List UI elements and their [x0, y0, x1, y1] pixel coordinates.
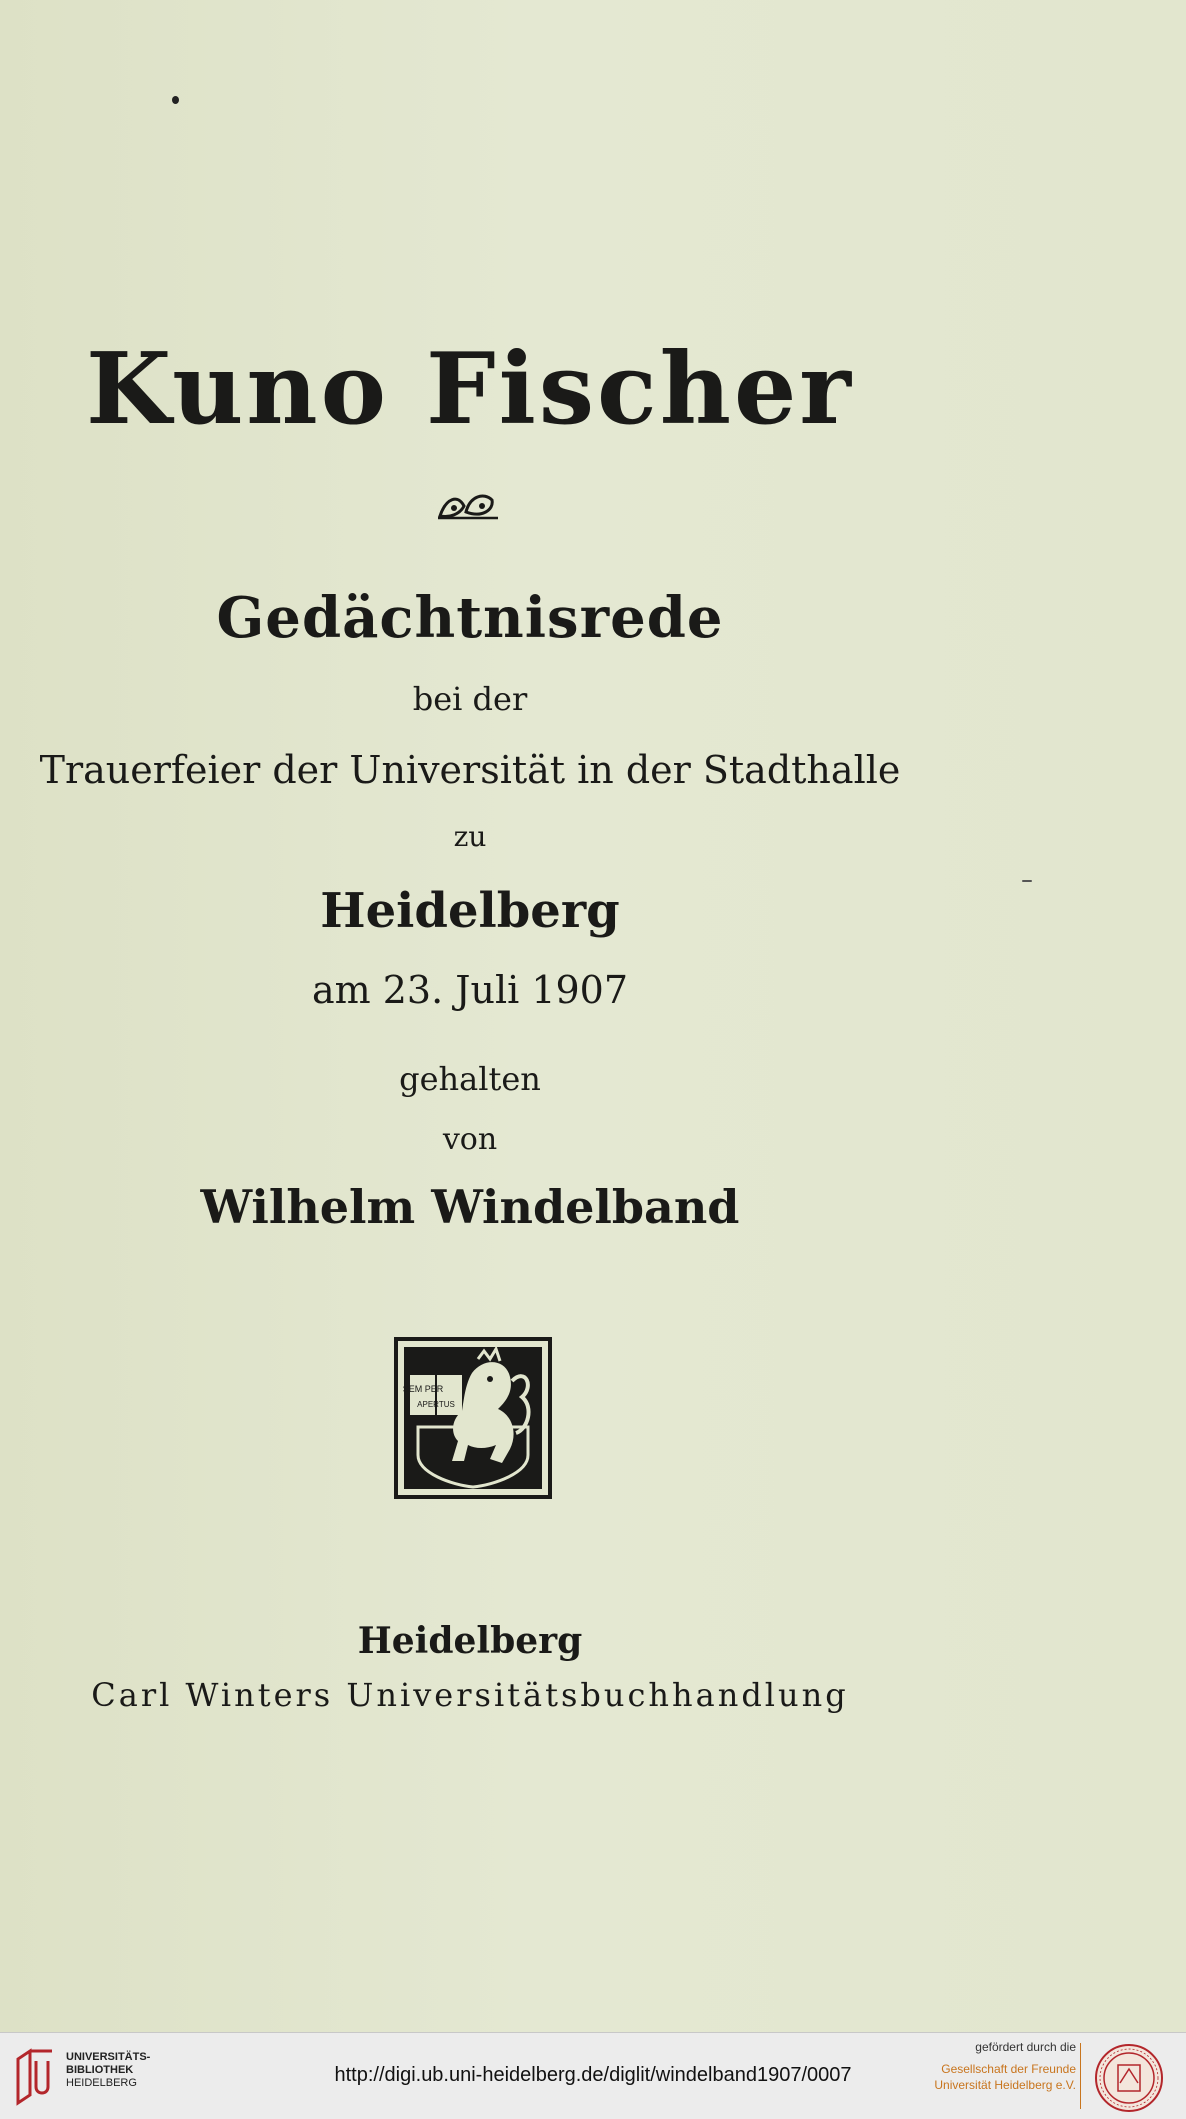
library-name-line2: BIBLIOTHEK: [66, 2064, 134, 2076]
emblem-motto-line2: APERTUS: [417, 1400, 455, 1409]
publisher-name: Carl Winters Universitätsbuchhandlung: [91, 1676, 849, 1714]
text-zu: zu: [453, 820, 487, 853]
heidelberg-lion-emblem-icon: [394, 1337, 552, 1499]
text-city: Heidelberg: [320, 883, 620, 939]
emblem-motto-line1: SEM PER: [402, 1384, 444, 1394]
permalink-url[interactable]: http://digi.ub.uni-heidelberg.de/diglit/windelband1907/0007: [334, 2064, 852, 2086]
university-seal-icon[interactable]: [1094, 2043, 1164, 2113]
sponsor-org-line2: Universität Heidelberg e.V.: [934, 2078, 1076, 2092]
text-gehalten: gehalten: [399, 1060, 541, 1098]
sponsor-credit: [896, 2039, 1076, 2093]
library-name-line1: UNIVERSITÄTS-: [66, 2051, 151, 2063]
ink-speck: [172, 96, 179, 104]
text-bei-der: bei der: [412, 680, 528, 718]
document-subtitle: Gedächtnisrede: [216, 585, 724, 651]
author-name: Wilhelm Windelband: [200, 1180, 740, 1234]
publisher-city: Heidelberg: [357, 1620, 583, 1662]
text-trauerfeier: Trauerfeier der Universität in der Stadthalle: [39, 748, 901, 792]
ink-speck: [1022, 880, 1032, 882]
text-von: von: [442, 1122, 498, 1157]
text-date: am 23. Juli 1907: [311, 968, 629, 1012]
sponsor-divider: [1080, 2043, 1081, 2109]
document-title: Kuno Fischer: [86, 332, 854, 447]
library-name-line3: HEIDELBERG: [66, 2077, 137, 2089]
viewer-footer: [0, 2032, 1186, 2119]
floral-ornament-icon: [436, 488, 500, 524]
sponsor-intro: gefördert durch die: [975, 2040, 1076, 2054]
sponsor-org-line1: Gesellschaft der Freunde: [941, 2062, 1076, 2076]
